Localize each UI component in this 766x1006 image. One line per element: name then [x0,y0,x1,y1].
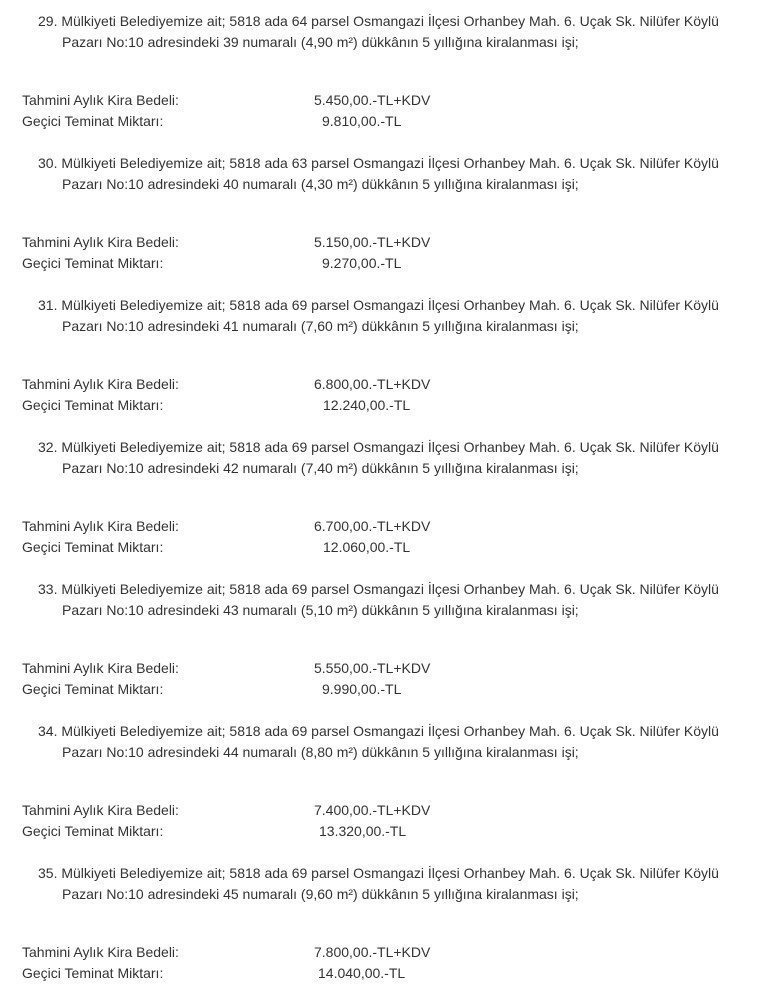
rent-value: 6.700,00.-TL+KDV [314,518,431,534]
deposit-label: Geçici Teminat Miktarı: [22,823,164,839]
deposit-value: 9.990,00.-TL [322,681,402,697]
list-item [0,437,766,579]
item-description-text: Mülkiyeti Belediyemize ait; 5818 ada 69 parsel Osmangazi İlçesi Orhanbey Mah. 6. Uçak Sk. Nilüfer Köylü [61,723,719,739]
deposit-label: Geçici Teminat Miktarı: [22,681,164,697]
list-item [0,579,766,721]
deposit-row [22,963,762,983]
deposit-label: Geçici Teminat Miktarı: [22,539,164,555]
deposit-row [22,111,762,131]
rent-value: 5.550,00.-TL+KDV [314,660,431,676]
deposit-value: 13.320,00.-TL [319,823,407,839]
deposit-value: 14.040,00.-TL [318,965,406,981]
deposit-row [22,253,762,273]
rent-label: Tahmini Aylık Kira Bedeli: [22,376,179,392]
item-description-line2: Pazarı No:10 adresindeki 39 numaralı (4,90 m²) dükkânın 5 yıllığına kiralanması işi; [62,34,579,50]
item-number: 30. [38,155,58,171]
item-number: 31. [38,297,58,313]
deposit-label: Geçici Teminat Miktarı: [22,965,164,981]
rent-row [22,942,762,962]
item-description-line2: Pazarı No:10 adresindeki 42 numaralı (7,40 m²) dükkânın 5 yıllığına kiralanması işi; [62,460,579,476]
rent-row [22,516,762,536]
item-description-line1 [38,11,719,31]
list-item [0,295,766,437]
deposit-value: 9.270,00.-TL [322,255,402,271]
rent-label: Tahmini Aylık Kira Bedeli: [22,518,179,534]
item-number: 29. [38,13,58,29]
deposit-row [22,395,762,415]
rent-row [22,90,762,110]
item-description-line1 [38,153,719,173]
rent-row [22,374,762,394]
deposit-row [22,537,762,557]
list-item [0,863,766,1005]
rent-value: 7.800,00.-TL+KDV [314,944,431,960]
item-description-line2: Pazarı No:10 adresindeki 41 numaralı (7,60 m²) dükkânın 5 yıllığına kiralanması işi; [62,318,579,334]
deposit-value: 12.240,00.-TL [323,397,411,413]
item-description-line2: Pazarı No:10 adresindeki 45 numaralı (9,60 m²) dükkânın 5 yıllığına kiralanması işi; [62,886,579,902]
item-description-text: Mülkiyeti Belediyemize ait; 5818 ada 64 parsel Osmangazi İlçesi Orhanbey Mah. 6. Uçak Sk. Nilüfer Köylü [61,13,719,29]
item-description-line1 [38,295,719,315]
item-number: 34. [38,723,58,739]
deposit-row [22,821,762,841]
rent-value: 7.400,00.-TL+KDV [314,802,431,818]
rent-label: Tahmini Aylık Kira Bedeli: [22,92,179,108]
list-item [0,721,766,863]
rent-row [22,232,762,252]
rent-row [22,800,762,820]
rent-row [22,658,762,678]
item-number: 35. [38,865,58,881]
item-description-text: Mülkiyeti Belediyemize ait; 5818 ada 69 parsel Osmangazi İlçesi Orhanbey Mah. 6. Uçak Sk. Nilüfer Köylü [61,297,719,313]
deposit-label: Geçici Teminat Miktarı: [22,255,164,271]
item-number: 33. [38,581,58,597]
item-description-line1 [38,437,719,457]
item-description-line2: Pazarı No:10 adresindeki 44 numaralı (8,80 m²) dükkânın 5 yıllığına kiralanması işi; [62,744,579,760]
item-description-line2: Pazarı No:10 adresindeki 40 numaralı (4,30 m²) dükkânın 5 yıllığına kiralanması işi; [62,176,579,192]
rent-value: 6.800,00.-TL+KDV [314,376,431,392]
rent-label: Tahmini Aylık Kira Bedeli: [22,234,179,250]
rent-label: Tahmini Aylık Kira Bedeli: [22,802,179,818]
item-number: 32. [38,439,58,455]
deposit-label: Geçici Teminat Miktarı: [22,397,164,413]
deposit-value: 12.060,00.-TL [323,539,411,555]
deposit-row [22,679,762,699]
item-description-line1 [38,721,719,741]
rent-label: Tahmini Aylık Kira Bedeli: [22,660,179,676]
list-item [0,153,766,295]
rent-value: 5.450,00.-TL+KDV [314,92,431,108]
list-item [0,11,766,153]
item-description-line2: Pazarı No:10 adresindeki 43 numaralı (5,10 m²) dükkânın 5 yıllığına kiralanması işi; [62,602,579,618]
rent-label: Tahmini Aylık Kira Bedeli: [22,944,179,960]
item-description-text: Mülkiyeti Belediyemize ait; 5818 ada 63 parsel Osmangazi İlçesi Orhanbey Mah. 6. Uçak Sk. Nilüfer Köylü [61,155,719,171]
item-description-line1 [38,579,719,599]
item-description-text: Mülkiyeti Belediyemize ait; 5818 ada 69 parsel Osmangazi İlçesi Orhanbey Mah. 6. Uçak Sk. Nilüfer Köylü [61,865,719,881]
deposit-value: 9.810,00.-TL [322,113,402,129]
deposit-label: Geçici Teminat Miktarı: [22,113,164,129]
item-description-text: Mülkiyeti Belediyemize ait; 5818 ada 69 parsel Osmangazi İlçesi Orhanbey Mah. 6. Uçak Sk. Nilüfer Köylü [61,439,719,455]
item-description-text: Mülkiyeti Belediyemize ait; 5818 ada 69 parsel Osmangazi İlçesi Orhanbey Mah. 6. Uçak Sk. Nilüfer Köylü [61,581,719,597]
item-description-line1 [38,863,719,883]
rent-value: 5.150,00.-TL+KDV [314,234,431,250]
